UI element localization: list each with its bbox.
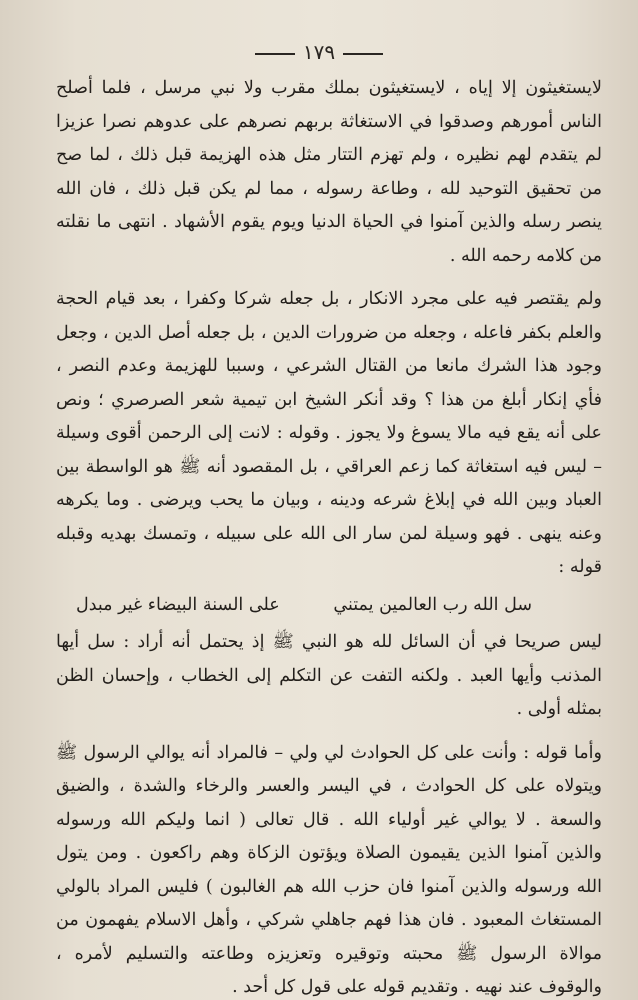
paragraph-2: ولم يقتصر فيه على مجرد الانكار ، بل جعله شركا وكفرا ، بعد قيام الحجة والعلم بكفر فاعله ، وجعله من ضرورات الدين ، بل جعله أصل الدين ، وجعل وجود هذا الشرك مانعا من القتال الشرعي ، وسببا للهزيمة وعدم النصر ، فأي إنكار أبلغ من هذا ؟ وقد أنكر الشيخ ابن تيمية شعر الصرصري ؛ ونص على أنه يقع فيه مالا يسوغ ولا يجوز . وقوله : لانت إلى الرحمن أقوى وسيلة – ليس فيه استغاثة كما زعم العراقي ، بل المقصود أنه ﷺ هو الواسطة بين العباد وبين الله في إبلاغ شرعه ودينه ، وبيان ما يحب ويرضى . وما يكرهه وعنه ينهى . فهو وسيلة لمن سار الى الله على سبيله ، وتمسك بهديه وقبله قوله : <box>56 289 602 577</box>
paragraph-3: ليس صريحا في أن السائل لله هو النبي ﷺ إذ يحتمل أنه أراد : سل أيها المذنب وأيها العبد . ولكنه التفت عن التكلم إلى الخطاب ، وإحسان الظن بمثله أولى . <box>56 632 602 719</box>
paragraph-4: وأما قوله : وأنت على كل الحوادث لي ولي – فالمراد أنه يوالي الرسول ﷺ ويتولاه على كل الحوادث ، في اليسر والعسر والرخاء والشدة ، والضيق والسعة . لا يوالي غير أولياء الله . قال تعالى ( انما وليكم الله ورسوله والذين آمنوا الذين يقيمون الصلاة ويؤتون الزكاة وهم راكعون . ومن يتول الله ورسوله والذين آمنوا فان حزب الله هم الغالبون ) فليس المراد بالولي المستغاث المعبود . فان هذا فهم جاهلي شركي ، وأهل الاسلام يفهمون من موالاة الرسول ﷺ محبته وتوقيره وتعزيزه وطاعته والتسليم لأمره ، والوقوف عند نهيه . وتقديم قوله على قول كل أحد . <box>56 742 602 997</box>
verse-second-hemistich: على السنة البيضاء غير مبدل <box>76 594 280 615</box>
page-number-value: ١٧٩ <box>302 40 336 64</box>
poetry-verse <box>56 589 602 623</box>
page-number-dash-left <box>255 53 295 55</box>
page-number <box>0 40 638 64</box>
page-number-dash-right <box>343 53 383 55</box>
paragraph-1: لايستغيثون إلا إياه ، لايستغيثون بملك مقرب ولا نبي مرسل ، فلما أصلح الناس أمورهم وصدقوا في الاستغاثة بربهم نصرهم على عدوهم نصرا عزيزا لم يتقدم لهم نظيره ، ولم تهزم التتار مثل هذه الهزيمة قبل ذلك ، لما صح من تحقيق التوحيد لله ، وطاعة رسوله ، مما لم يكن قبل ذلك ، فان الله ينصر رسله والذين آمنوا في الحياة الدنيا ويوم يقوم الأشهاد . انتهى ما نقلته من كلامه رحمه الله . <box>56 78 602 266</box>
verse-first-hemistich: سل الله رب العالمين يمتني <box>333 594 532 615</box>
body-text <box>56 72 602 1000</box>
